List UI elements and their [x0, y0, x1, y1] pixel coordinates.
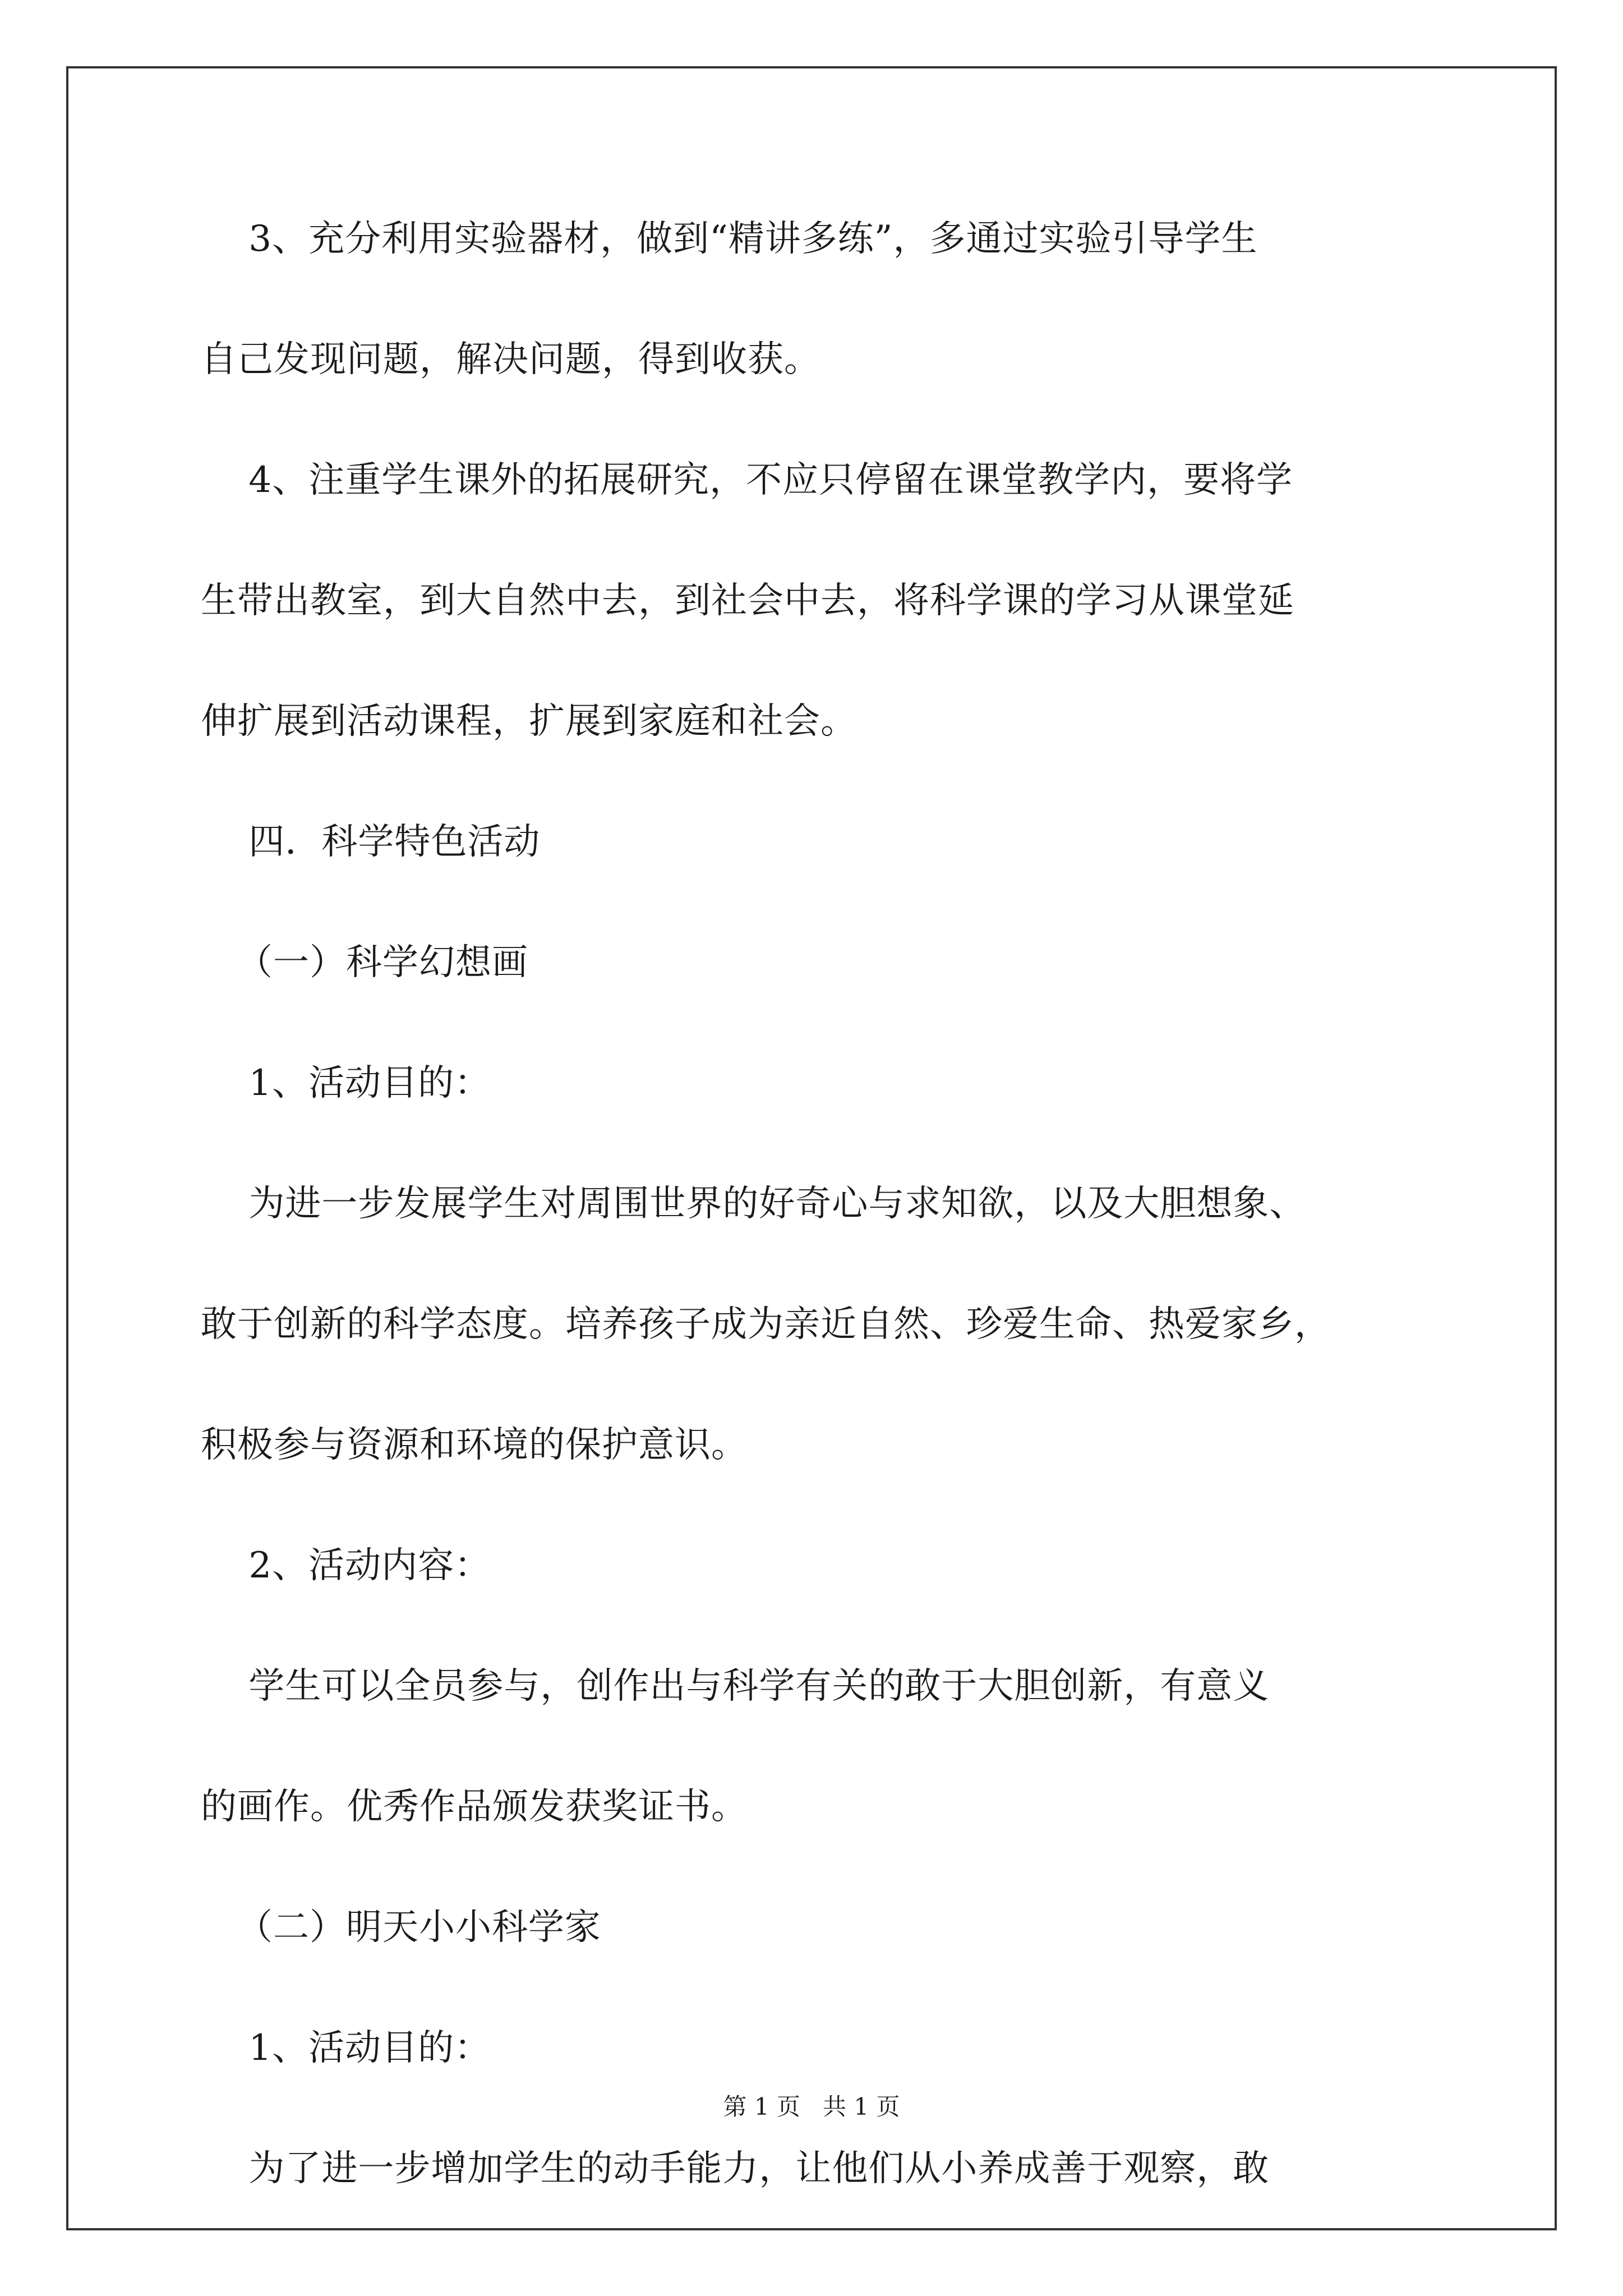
subsection-heading: （一）科学幻想画 [201, 942, 529, 983]
page-footer: 第 1 页 共 1 页 [723, 2093, 900, 2120]
text-line: 生带出教室，到大自然中去，到社会中去，将科学课的学习从课堂延 [201, 580, 1294, 622]
text-line: 4、注重学生课外的拓展研究，不应只停留在课堂教学内，要将学 [201, 459, 1293, 501]
text-line: 1、活动目的： [201, 1062, 491, 1104]
subsection-heading: （二）明天小小科学家 [201, 1907, 602, 1948]
text-line: 的画作。优秀作品颁发获奖证书。 [201, 1786, 748, 1828]
text-line: 学生可以全员参与，创作出与科学有关的敢于大胆创新，有意义 [201, 1665, 1270, 1707]
text-line: 2、活动内容： [201, 1545, 491, 1586]
text-line: 自己发现问题，解决问题，得到收获。 [201, 339, 820, 380]
section-heading: 四．科学特色活动 [201, 821, 541, 863]
text-line: 积极参与资源和环境的保护意识。 [201, 1424, 748, 1466]
text-line: 为了进一步增加学生的动手能力，让他们从小养成善于观察，敢 [201, 2148, 1270, 2189]
text-line: 伸扩展到活动课程，扩展到家庭和社会。 [201, 701, 857, 742]
text-line: 敢于创新的科学态度。培养孩子成为亲近自然、珍爱生命、热爱家乡， [201, 1304, 1331, 1345]
text-line: 1、活动目的： [201, 2027, 491, 2069]
text-line: 为进一步发展学生对周围世界的好奇心与求知欲，以及大胆想象、 [201, 1183, 1306, 1225]
text-line: 3、充分利用实验器材，做到“精讲多练”，多通过实验引导学生 [201, 218, 1258, 260]
